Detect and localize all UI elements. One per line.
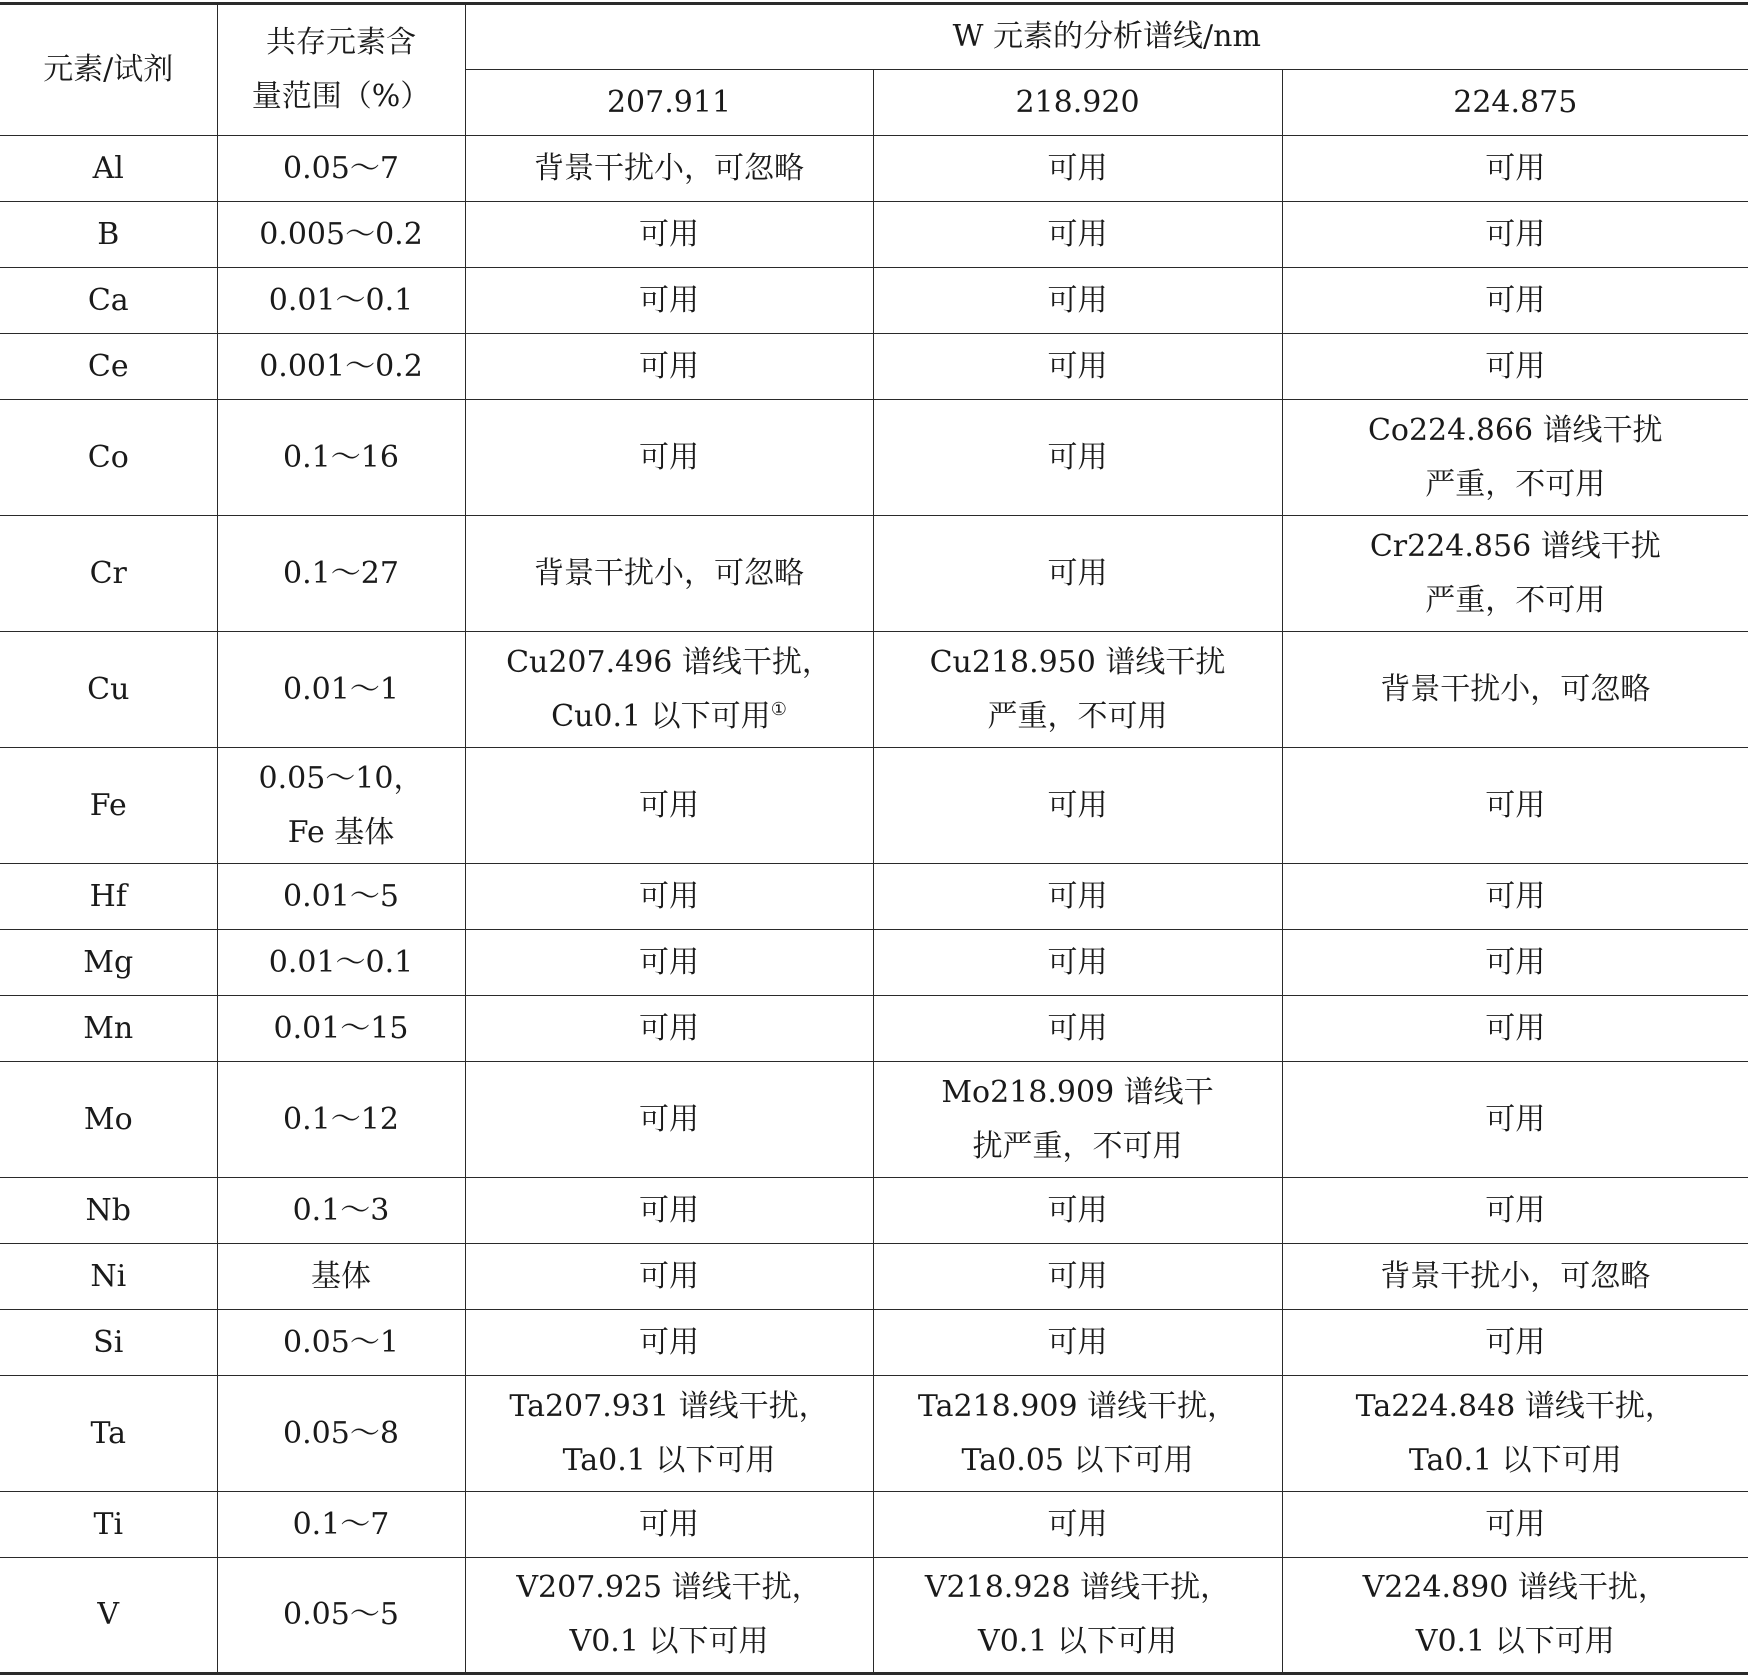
cell-line-c3 — [1282, 864, 1748, 930]
cell-content-range — [217, 1178, 465, 1244]
cell-text-line — [880, 1561, 1276, 1615]
cell-text: 可用 — [1485, 1192, 1546, 1228]
cell-text: Ta0.1 以下可用 — [1408, 1442, 1622, 1478]
cell-text: 严重，不可用 — [1425, 582, 1606, 618]
cell-line-c3 — [1282, 1310, 1748, 1376]
table-row — [0, 748, 1748, 864]
cell-text-line — [472, 936, 867, 990]
cell-text-line — [1289, 404, 1743, 458]
cell-text: 0.05～7 — [283, 150, 399, 186]
cell-text: 可用 — [1485, 878, 1546, 914]
cell-text: 可用 — [639, 348, 699, 384]
cell-text-line — [880, 1434, 1276, 1488]
cell-content-range — [217, 202, 465, 268]
cell-text-line — [472, 1250, 867, 1304]
cell-content-range — [217, 268, 465, 334]
cell-text-line — [224, 663, 459, 717]
cell-text-line — [1289, 1561, 1743, 1615]
cell-text: 背景干扰小，可忽略 — [534, 150, 804, 186]
cell-line-c2 — [873, 632, 1282, 748]
cell-element: Co — [0, 400, 217, 516]
cell-line-c1 — [465, 864, 873, 930]
cell-text-line — [472, 1002, 867, 1056]
cell-text-line — [472, 340, 867, 394]
cell-content-range — [217, 632, 465, 748]
cell-text-line — [1289, 1184, 1743, 1238]
cell-text-line — [472, 1615, 867, 1669]
cell-text-line — [1289, 1316, 1743, 1370]
cell-text-line — [224, 1002, 459, 1056]
cell-text: 可用 — [1047, 1010, 1108, 1046]
cell-content-range — [217, 1244, 465, 1310]
cell-element: Mn — [0, 996, 217, 1062]
cell-text-line — [224, 142, 459, 196]
cell-text: Co224.866 谱线干扰 — [1367, 412, 1663, 448]
header-wavelength-2: 218.920 — [873, 70, 1282, 136]
cell-text-line — [1289, 1498, 1743, 1552]
cell-text-line — [224, 431, 459, 485]
cell-text-line — [472, 779, 867, 833]
cell-element: Al — [0, 136, 217, 202]
table-row — [0, 864, 1748, 930]
cell-text-line — [1289, 870, 1743, 924]
cell-text: 可用 — [1047, 348, 1108, 384]
cell-text: 可用 — [639, 282, 699, 318]
table-row — [0, 202, 1748, 268]
cell-line-c2 — [873, 516, 1282, 632]
cell-content-range — [217, 516, 465, 632]
cell-text: 0.1～16 — [283, 439, 399, 475]
cell-text-line — [880, 274, 1276, 328]
cell-content-range — [217, 748, 465, 864]
cell-text-line — [472, 636, 867, 690]
cell-element: Ce — [0, 334, 217, 400]
cell-text: 0.1～27 — [283, 555, 399, 591]
cell-text-line — [224, 547, 459, 601]
cell-text-line — [1289, 458, 1743, 512]
cell-text: 0.001～0.2 — [259, 348, 423, 384]
cell-line-c1 — [465, 1558, 873, 1674]
cell-text: 0.01～15 — [273, 1010, 409, 1046]
table-row — [0, 1244, 1748, 1310]
cell-text-line — [880, 1120, 1276, 1174]
cell-text-line — [1289, 142, 1743, 196]
cell-line-c1 — [465, 1062, 873, 1178]
cell-text: 0.05～1 — [283, 1324, 399, 1360]
cell-text: 0.1～7 — [292, 1506, 390, 1542]
cell-text: 背景干扰小，可忽略 — [534, 555, 804, 591]
cell-element: B — [0, 202, 217, 268]
header-content-range-line2: 量范围（%） — [251, 79, 431, 114]
cell-element: Ca — [0, 268, 217, 334]
cell-text-line — [1289, 208, 1743, 262]
cell-text: 可用 — [1047, 787, 1108, 823]
table-row — [0, 136, 1748, 202]
cell-text-line — [1289, 1434, 1743, 1488]
cell-line-c3 — [1282, 996, 1748, 1062]
cell-text-line — [224, 208, 459, 262]
cell-text: Cu218.950 谱线干扰 — [929, 644, 1226, 680]
cell-text: 可用 — [639, 1010, 699, 1046]
cell-line-c2 — [873, 1062, 1282, 1178]
cell-text-line — [1289, 1002, 1743, 1056]
cell-text-line — [1289, 520, 1743, 574]
cell-line-c2 — [873, 334, 1282, 400]
cell-line-c2 — [873, 864, 1282, 930]
cell-text: V0.1 以下可用 — [978, 1624, 1177, 1659]
cell-line-c3 — [1282, 1376, 1748, 1492]
cell-text-line — [880, 340, 1276, 394]
cell-text: 可用 — [1047, 1258, 1108, 1294]
table-row — [0, 632, 1748, 748]
cell-text-line — [472, 274, 867, 328]
cell-line-c3 — [1282, 1492, 1748, 1558]
cell-text-line — [1289, 1380, 1743, 1434]
cell-text: Fe 基体 — [287, 814, 395, 850]
cell-content-range — [217, 400, 465, 516]
cell-text-line — [880, 1184, 1276, 1238]
cell-line-c3 — [1282, 1244, 1748, 1310]
cell-text-line — [472, 690, 867, 744]
cell-text-line — [224, 1407, 459, 1461]
cell-text: Ta224.848 谱线干扰， — [1355, 1388, 1675, 1424]
cell-line-c3 — [1282, 136, 1748, 202]
cell-line-c3 — [1282, 632, 1748, 748]
cell-text: 可用 — [1485, 150, 1546, 186]
cell-text: 0.1～3 — [292, 1192, 390, 1228]
cell-text-line — [880, 1380, 1276, 1434]
cell-content-range — [217, 1492, 465, 1558]
cell-line-c3 — [1282, 1062, 1748, 1178]
cell-line-c1 — [465, 202, 873, 268]
cell-text: 严重，不可用 — [987, 698, 1168, 734]
cell-text-line — [880, 779, 1276, 833]
cell-text-line — [1289, 1093, 1743, 1147]
cell-text-line — [224, 936, 459, 990]
cell-content-range — [217, 1376, 465, 1492]
cell-text-line — [224, 1588, 459, 1642]
table-row — [0, 930, 1748, 996]
cell-line-c3 — [1282, 268, 1748, 334]
cell-content-range — [217, 1558, 465, 1674]
cell-text-line — [472, 547, 867, 601]
cell-line-c3 — [1282, 748, 1748, 864]
cell-element: Fe — [0, 748, 217, 864]
cell-text: Ta218.909 谱线干扰， — [917, 1388, 1238, 1424]
cell-line-c2 — [873, 748, 1282, 864]
table-row — [0, 516, 1748, 632]
cell-text: 0.05～5 — [283, 1597, 399, 1632]
cell-text: 0.005～0.2 — [259, 216, 423, 252]
table-row — [0, 334, 1748, 400]
header-row-1 — [0, 4, 1748, 70]
cell-text: V218.928 谱线干扰， — [924, 1570, 1231, 1605]
cell-line-c3 — [1282, 1558, 1748, 1674]
cell-text: 可用 — [1047, 282, 1108, 318]
table-row — [0, 1558, 1748, 1674]
cell-text-line — [880, 1002, 1276, 1056]
cell-text: Cr224.856 谱线干扰 — [1369, 528, 1661, 564]
header-content-range-line1: 共存元素含 — [266, 25, 416, 60]
cell-text: 可用 — [1485, 348, 1546, 384]
cell-text-line — [472, 1434, 867, 1488]
cell-line-c2 — [873, 202, 1282, 268]
cell-text-line — [1289, 1615, 1743, 1669]
spectral-interference-table — [0, 2, 1748, 1675]
cell-line-c1 — [465, 268, 873, 334]
cell-element: Ti — [0, 1492, 217, 1558]
cell-text-line — [880, 208, 1276, 262]
cell-text-line — [472, 1316, 867, 1370]
cell-text-line — [880, 936, 1276, 990]
cell-text-line — [224, 752, 459, 806]
cell-text: 可用 — [1047, 1506, 1108, 1542]
cell-text: 0.01～5 — [283, 878, 399, 914]
cell-text: 可用 — [1047, 150, 1108, 186]
cell-text-line — [880, 690, 1276, 744]
cell-text: 可用 — [639, 1324, 699, 1360]
cell-text-line — [224, 1184, 459, 1238]
cell-line-c1 — [465, 334, 873, 400]
cell-text: 可用 — [1047, 944, 1108, 980]
cell-line-c3 — [1282, 400, 1748, 516]
cell-text-line — [880, 636, 1276, 690]
footnote-marker: ① — [770, 698, 787, 720]
cell-line-c1 — [465, 1244, 873, 1310]
cell-text: 0.05～10， — [258, 760, 424, 796]
cell-text-line — [1289, 574, 1743, 628]
cell-element: Si — [0, 1310, 217, 1376]
cell-element: Mg — [0, 930, 217, 996]
cell-text: 可用 — [639, 216, 699, 252]
cell-line-c2 — [873, 930, 1282, 996]
cell-line-c3 — [1282, 516, 1748, 632]
cell-text-line — [880, 870, 1276, 924]
cell-text: 0.01～1 — [283, 671, 399, 707]
header-wavelength-1: 207.911 — [465, 70, 873, 136]
cell-text: Cu0.1 以下可用 — [551, 698, 771, 734]
cell-text-line — [472, 1184, 867, 1238]
cell-text: 可用 — [639, 944, 699, 980]
cell-text: 可用 — [639, 1192, 699, 1228]
cell-text: 可用 — [1047, 555, 1108, 591]
cell-line-c3 — [1282, 930, 1748, 996]
cell-text: 可用 — [1485, 216, 1546, 252]
table-row — [0, 1062, 1748, 1178]
cell-element: Nb — [0, 1178, 217, 1244]
cell-element: Ni — [0, 1244, 217, 1310]
cell-text: 可用 — [1485, 787, 1546, 823]
header-wavelength-3: 224.875 — [1282, 70, 1748, 136]
cell-text: 可用 — [1485, 282, 1546, 318]
cell-text-line — [224, 1498, 459, 1552]
cell-text-line — [472, 1498, 867, 1552]
cell-text: 可用 — [1047, 1324, 1108, 1360]
cell-text-line — [1289, 340, 1743, 394]
cell-text-line — [880, 1615, 1276, 1669]
cell-line-c2 — [873, 1178, 1282, 1244]
cell-text-line — [880, 1316, 1276, 1370]
cell-text-line — [224, 1250, 459, 1304]
cell-text-line — [1289, 663, 1743, 717]
cell-text-line — [880, 431, 1276, 485]
cell-content-range — [217, 996, 465, 1062]
cell-line-c2 — [873, 1558, 1282, 1674]
cell-text: 可用 — [1047, 216, 1108, 252]
cell-text-line — [1289, 936, 1743, 990]
cell-line-c2 — [873, 996, 1282, 1062]
cell-text: 可用 — [639, 878, 699, 914]
table-row — [0, 996, 1748, 1062]
cell-text: 可用 — [639, 1101, 699, 1137]
cell-text: Cu207.496 谱线干扰， — [506, 644, 832, 680]
cell-text-line — [224, 870, 459, 924]
cell-element: Cr — [0, 516, 217, 632]
cell-element: Cu — [0, 632, 217, 748]
cell-text: 0.01～0.1 — [268, 944, 414, 980]
cell-line-c1 — [465, 748, 873, 864]
cell-text-line — [880, 1066, 1276, 1120]
cell-line-c2 — [873, 268, 1282, 334]
cell-line-c1 — [465, 1492, 873, 1558]
cell-text-line — [472, 870, 867, 924]
table-row — [0, 1492, 1748, 1558]
cell-text-line — [224, 1316, 459, 1370]
cell-element: V — [0, 1558, 217, 1674]
cell-line-c2 — [873, 1310, 1282, 1376]
cell-line-c3 — [1282, 1178, 1748, 1244]
cell-text-line — [224, 340, 459, 394]
cell-text: Ta0.05 以下可用 — [961, 1442, 1194, 1478]
cell-text: 可用 — [1047, 1192, 1108, 1228]
cell-text-line — [472, 1561, 867, 1615]
cell-content-range — [217, 334, 465, 400]
cell-line-c1 — [465, 930, 873, 996]
cell-line-c2 — [873, 400, 1282, 516]
cell-text-line — [472, 208, 867, 262]
cell-text: 0.1～12 — [283, 1101, 399, 1137]
cell-text: 可用 — [1485, 944, 1546, 980]
table-body — [0, 136, 1748, 1674]
cell-text-line — [1289, 1250, 1743, 1304]
cell-element: Hf — [0, 864, 217, 930]
cell-text: 可用 — [1485, 1101, 1546, 1137]
cell-text: 背景干扰小，可忽略 — [1380, 1258, 1651, 1294]
cell-text: 可用 — [639, 1258, 699, 1294]
cell-line-c2 — [873, 136, 1282, 202]
table-row — [0, 268, 1748, 334]
table-row — [0, 1178, 1748, 1244]
cell-text-line — [1289, 274, 1743, 328]
cell-text: 基体 — [311, 1258, 371, 1294]
cell-content-range — [217, 136, 465, 202]
cell-text: Ta207.931 谱线干扰， — [509, 1388, 829, 1424]
cell-text: 严重，不可用 — [1425, 466, 1606, 502]
cell-line-c1 — [465, 400, 873, 516]
cell-text-line — [472, 142, 867, 196]
cell-text: 可用 — [1047, 878, 1108, 914]
cell-line-c1 — [465, 1178, 873, 1244]
cell-text-line — [224, 274, 459, 328]
cell-text-line — [880, 142, 1276, 196]
cell-text: 可用 — [639, 787, 699, 823]
cell-element: Ta — [0, 1376, 217, 1492]
cell-text: V0.1 以下可用 — [1415, 1624, 1615, 1659]
cell-line-c1 — [465, 136, 873, 202]
cell-text: V0.1 以下可用 — [569, 1624, 769, 1659]
cell-text: 可用 — [639, 439, 699, 475]
cell-element: Mo — [0, 1062, 217, 1178]
cell-line-c2 — [873, 1244, 1282, 1310]
cell-content-range — [217, 1310, 465, 1376]
cell-text-line — [224, 1093, 459, 1147]
cell-text: V207.925 谱线干扰， — [516, 1570, 822, 1605]
cell-line-c1 — [465, 1310, 873, 1376]
cell-line-c1 — [465, 996, 873, 1062]
cell-text-line — [880, 1498, 1276, 1552]
table-row — [0, 400, 1748, 516]
cell-text: 0.01～0.1 — [268, 282, 414, 318]
cell-text: Ta0.1 以下可用 — [562, 1442, 776, 1478]
cell-text: 可用 — [639, 1506, 699, 1542]
cell-text-line — [880, 1250, 1276, 1304]
header-content-range — [217, 4, 465, 136]
cell-line-c1 — [465, 1376, 873, 1492]
cell-text: 扰严重，不可用 — [972, 1128, 1183, 1164]
cell-text: 可用 — [1485, 1324, 1546, 1360]
cell-text-line — [1289, 779, 1743, 833]
cell-text-line — [880, 547, 1276, 601]
cell-text: 0.05～8 — [283, 1415, 399, 1451]
cell-line-c3 — [1282, 334, 1748, 400]
cell-text: 可用 — [1485, 1506, 1546, 1542]
table-row — [0, 1376, 1748, 1492]
cell-text: Mo218.909 谱线干 — [941, 1074, 1214, 1110]
cell-text: 可用 — [1047, 439, 1108, 475]
cell-content-range — [217, 864, 465, 930]
cell-text-line — [472, 1380, 867, 1434]
header-analysis-lines: W 元素的分析谱线/nm — [465, 4, 1748, 70]
cell-content-range — [217, 1062, 465, 1178]
cell-text-line — [472, 1093, 867, 1147]
cell-text: V224.890 谱线干扰， — [1362, 1570, 1668, 1605]
cell-text: 可用 — [1485, 1010, 1546, 1046]
table-row — [0, 1310, 1748, 1376]
cell-line-c3 — [1282, 202, 1748, 268]
cell-content-range — [217, 930, 465, 996]
cell-text: 背景干扰小，可忽略 — [1380, 671, 1651, 707]
header-element-reagent: 元素/试剂 — [0, 4, 217, 136]
cell-line-c2 — [873, 1376, 1282, 1492]
cell-line-c1 — [465, 632, 873, 748]
cell-text-line — [472, 431, 867, 485]
cell-line-c2 — [873, 1492, 1282, 1558]
cell-text-line — [224, 806, 459, 860]
cell-line-c1 — [465, 516, 873, 632]
